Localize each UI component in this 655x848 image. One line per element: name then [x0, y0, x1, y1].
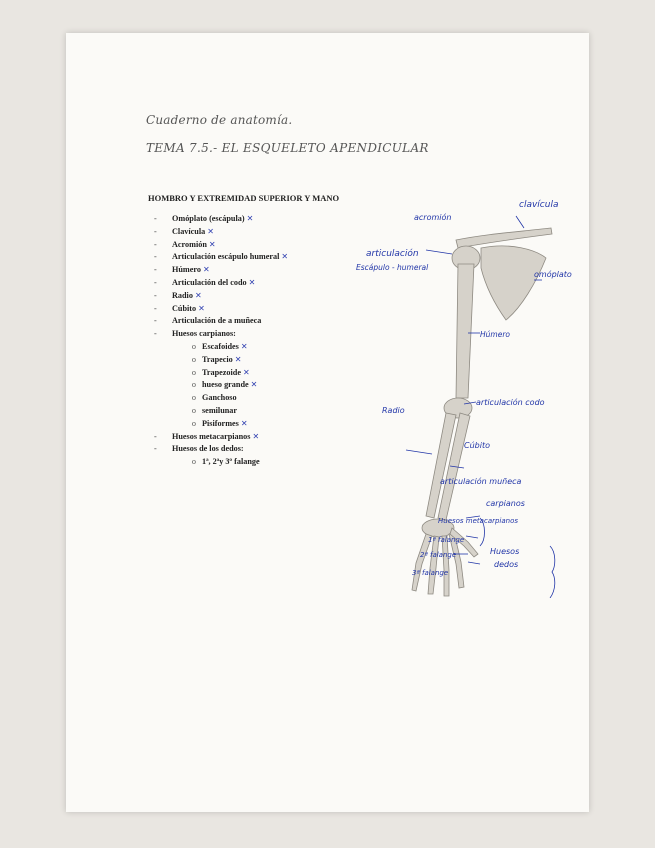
list-bullet: o — [191, 457, 196, 467]
label-cubito: Cúbito — [464, 441, 490, 450]
list-item — [154, 392, 288, 405]
list-item-text: semilunar — [202, 405, 238, 415]
list-item — [154, 367, 288, 380]
list-item — [154, 443, 288, 456]
list-bullet: - — [154, 277, 157, 287]
humerus-bone — [456, 264, 474, 398]
list-item-text: Omóplato (escápula) — [172, 214, 245, 223]
check-mark-icon: ✕ — [248, 277, 256, 287]
list-bullet: - — [154, 226, 157, 236]
label-escapulo: Escápulo - humeral — [356, 263, 429, 272]
check-mark-icon: ✕ — [208, 239, 216, 249]
list-item — [154, 213, 288, 226]
label-clavicula: clavícula — [519, 200, 559, 210]
list-item — [154, 418, 288, 431]
notebook-page — [66, 33, 589, 812]
label-metacarpianos: Huesos metacarpianos — [438, 517, 519, 525]
check-mark-icon: ✕ — [246, 214, 254, 223]
list-item-text: Huesos metacarpianos — [172, 431, 251, 441]
check-mark-icon: ✕ — [240, 418, 248, 428]
list-item-text: Húmero — [172, 265, 201, 275]
list-item — [154, 328, 288, 341]
check-mark-icon: ✕ — [250, 380, 258, 390]
list-item-text: hueso grande — [202, 380, 249, 390]
list-item-text: Pisiformes — [202, 418, 239, 428]
list-item — [154, 405, 288, 418]
list-item — [154, 290, 288, 303]
list-item-text: Acromión — [172, 239, 207, 249]
list-item-text: Huesos de los dedos: — [172, 444, 244, 454]
label-falange-1: 1ª falange — [428, 536, 465, 544]
label-humero: Húmero — [480, 330, 510, 339]
topic-heading: TEMA 7.5.- EL ESQUELETO APENDICULAR — [146, 141, 429, 155]
bone-list — [154, 213, 288, 469]
finger-2 — [428, 536, 439, 594]
list-item — [154, 264, 288, 277]
list-item-text: Escafoides — [202, 341, 239, 351]
check-mark-icon: ✕ — [194, 290, 202, 300]
check-mark-icon: ✕ — [240, 341, 248, 351]
check-mark-icon: ✕ — [202, 265, 210, 275]
list-item — [154, 303, 288, 316]
list-bullet: - — [154, 431, 157, 441]
list-bullet: - — [154, 252, 157, 262]
list-item — [154, 315, 288, 328]
list-item — [154, 251, 288, 264]
list-bullet: o — [191, 380, 196, 390]
list-bullet: o — [191, 393, 196, 403]
list-item-text: Articulación de a muñeca — [172, 316, 262, 326]
list-item-text: Cúbito — [172, 303, 197, 313]
label-huesos: Huesos — [490, 547, 520, 556]
list-bullet: - — [154, 329, 157, 339]
list-item — [154, 239, 288, 252]
list-item — [154, 226, 288, 239]
label-falange-3: 3ª falange — [412, 569, 449, 577]
check-mark-icon: ✕ — [207, 226, 214, 236]
list-item — [154, 277, 288, 290]
list-item — [154, 456, 288, 469]
list-bullet: - — [154, 290, 157, 300]
list-item — [154, 431, 288, 444]
list-bullet: - — [154, 444, 157, 454]
list-bullet: - — [154, 214, 157, 223]
list-item-text: Clavícula — [172, 226, 206, 236]
list-item-text: Articulación del codo — [172, 277, 247, 287]
list-item-text: Articulación escápulo humeral — [172, 252, 280, 262]
list-item-text: Radio — [172, 290, 193, 300]
list-bullet: - — [154, 303, 157, 313]
label-falange-2: 2ª falange — [420, 551, 457, 559]
list-bullet: o — [191, 418, 196, 428]
label-carpianos: carpianos — [486, 499, 525, 508]
label-articulacion: articulación — [366, 249, 419, 259]
list-item-text: Trapezoide — [202, 367, 241, 377]
list-bullet: o — [191, 354, 196, 364]
label-codo: articulación codo — [476, 398, 545, 407]
list-bullet: o — [191, 405, 196, 415]
notebook-title: Cuaderno de anatomía. — [146, 113, 293, 127]
check-mark-icon: ✕ — [242, 367, 250, 377]
list-bullet: o — [191, 341, 196, 351]
label-acromion: acromión — [414, 213, 452, 222]
scapula-bone — [481, 246, 546, 320]
list-bullet: - — [154, 239, 157, 249]
check-mark-icon: ✕ — [198, 303, 205, 313]
list-item-text: Trapecio — [202, 354, 233, 364]
list-item-text: Huesos carpianos: — [172, 329, 236, 339]
check-mark-icon: ✕ — [252, 431, 260, 441]
label-muneca: articulación muñeca — [440, 477, 522, 486]
list-bullet: - — [154, 265, 157, 275]
finger-3 — [442, 536, 449, 596]
list-item-text: Ganchoso — [202, 393, 237, 403]
list-bullet: o — [191, 367, 196, 377]
list-bullet: - — [154, 316, 157, 326]
check-mark-icon: ✕ — [234, 354, 242, 364]
label-omoplato: omóplato — [534, 270, 572, 279]
list-item-text: 1ª, 2ªy 3º falange — [202, 457, 260, 467]
section-heading: HOMBRO Y EXTREMIDAD SUPERIOR Y MANO — [148, 193, 340, 203]
clavicle-bone — [456, 228, 552, 248]
list-item — [154, 379, 288, 392]
list-item — [154, 354, 288, 367]
list-item — [154, 341, 288, 354]
label-radio: Radio — [382, 406, 405, 415]
check-mark-icon: ✕ — [281, 252, 289, 262]
label-dedos: dedos — [494, 560, 519, 569]
